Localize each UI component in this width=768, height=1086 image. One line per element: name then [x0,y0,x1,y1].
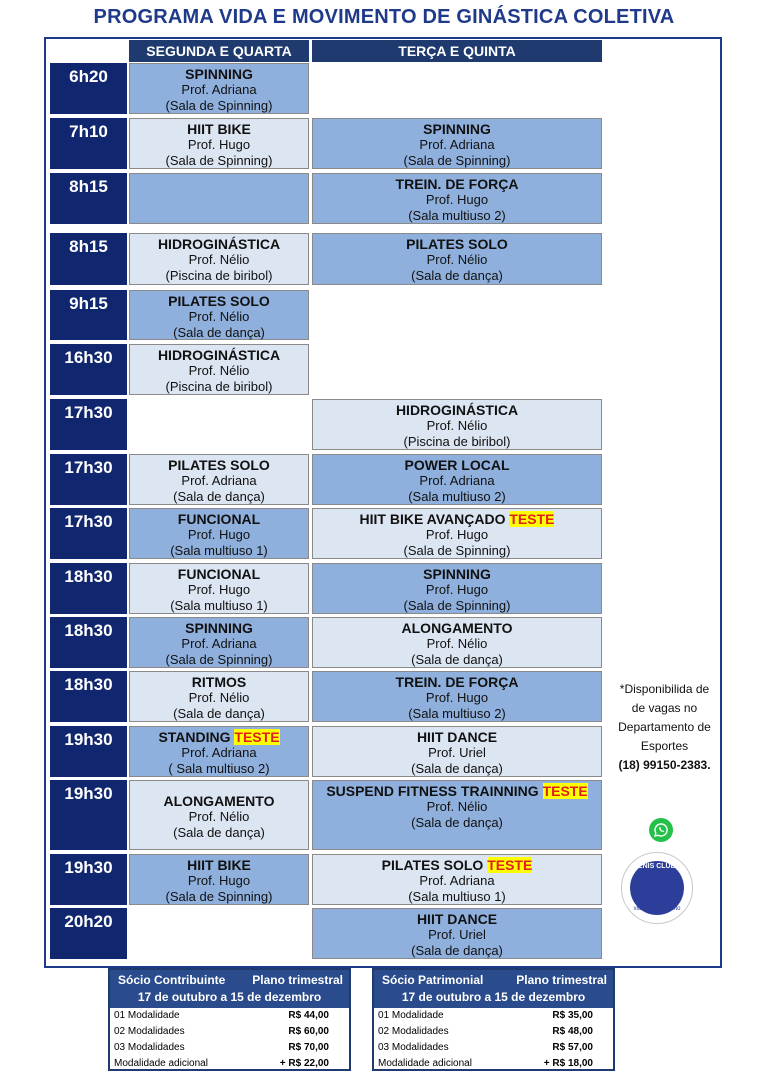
time-slot [50,344,127,395]
instructor: Prof. Adriana [181,745,257,760]
test-badge: TESTE [542,783,588,799]
whatsapp-icon [649,818,673,842]
class-name-text: RITMOS [191,674,247,690]
class-cell-tuesday-thursday [312,671,602,722]
time-slot [50,563,127,614]
class-name [313,402,601,418]
class-name [130,511,308,527]
room: (Sala de Spinning) [165,153,273,168]
class-name [313,566,601,582]
class-cell-monday-wednesday [129,671,309,722]
time-slot [50,118,127,169]
class-name-text: SPINNING [185,66,253,82]
price-label: Modalidade adicional [114,1058,208,1069]
class-name-text: TREIN. DE FORÇA [395,176,519,192]
instructor: Prof. Adriana [181,636,257,651]
price-value: + R$ 22,00 [279,1058,329,1069]
class-cell-tuesday-thursday [312,726,602,777]
instructor: Prof. Uriel [428,927,486,942]
class-name [313,620,601,636]
class-name [130,66,308,82]
instructor: Prof. Hugo [425,582,489,597]
time-slot [50,780,127,850]
page-title: PROGRAMA VIDA E MOVIMENTO DE GINÁSTICA COLETIVA [93,6,675,28]
class-cell-tuesday-thursday [312,617,602,668]
room: (Sala de dança) [411,268,503,283]
class-name-text: SPINNING [185,620,253,636]
time-slot [50,726,127,777]
class-name-text: HIDROGINÁSTICA [157,347,281,363]
class-name-text: HIDROGINÁSTICA [157,236,281,252]
class-cell-monday-wednesday [129,233,309,285]
instructor: Prof. Hugo [187,137,251,152]
room: (Sala multiuso 1) [170,598,268,613]
class-cell-monday-wednesday [129,63,309,114]
class-cell-monday-wednesday [129,780,309,850]
class-cell-monday-wednesday [129,508,309,559]
price-value: R$ 35,00 [552,1010,593,1021]
time-slot [50,290,127,340]
time-label: 19h30 [64,730,113,749]
pricing-table [372,968,615,1071]
class-cell-tuesday-thursday [312,780,602,850]
price-value: R$ 60,00 [288,1026,329,1037]
instructor: Prof. Hugo [187,582,251,597]
class-name [313,511,601,527]
room: ( Sala multiuso 2) [168,761,270,776]
time-label: 19h30 [64,858,113,877]
class-cell-tuesday-thursday [312,563,602,614]
instructor: Prof. Nélio [188,309,250,324]
time-slot [50,671,127,722]
price-row [110,1008,349,1024]
vacancy-note [612,680,717,775]
class-cell-tuesday-thursday [312,399,602,450]
class-name-text: SPINNING [423,121,491,137]
instructor: Prof. Uriel [428,745,486,760]
plan-name: Plano trimestral [516,973,607,987]
class-cell-monday-wednesday [129,290,309,340]
instructor: Prof. Hugo [187,873,251,888]
class-name [130,566,308,582]
room: (Sala de dança) [173,825,265,840]
price-label: 02 Modalidades [114,1026,185,1037]
instructor: Prof. Nélio [426,418,488,433]
class-name [313,911,601,927]
class-name-text: PILATES SOLO [168,457,270,473]
time-label: 8h15 [69,237,108,256]
room: (Sala multiuso 2) [408,706,506,721]
instructor: Prof. Hugo [425,527,489,542]
pricing-header [110,970,349,1008]
time-label: 7h10 [69,122,108,141]
instructor: Prof. Adriana [419,873,495,888]
time-label: 17h30 [64,458,113,477]
time-slot [50,617,127,668]
instructor: Prof. Nélio [188,363,250,378]
time-slot [50,508,127,559]
price-row [110,1040,349,1056]
class-cell-tuesday-thursday [312,173,602,224]
time-slot [50,233,127,285]
room: (Piscina de biribol) [165,379,273,394]
plan-name: Plano trimestral [252,973,343,987]
pricing-table [108,968,351,1071]
class-name-text: SPINNING [423,566,491,582]
room: (Sala de Spinning) [403,598,511,613]
time-label: 6h20 [69,67,108,86]
member-type: Sócio Contribuinte [118,973,226,987]
class-cell-monday-wednesday [129,617,309,668]
class-name [313,674,601,690]
room: (Sala de dança) [173,489,265,504]
price-value: R$ 57,00 [552,1042,593,1053]
room: (Sala de dança) [411,943,503,958]
time-slot [50,908,127,959]
price-label: 03 Modalidades [378,1042,449,1053]
time-label: 19h30 [64,784,113,803]
class-name [130,293,308,309]
time-label: 20h20 [64,912,113,931]
club-logo-motto: vida e movimento [633,906,681,912]
class-cell-monday-wednesday [129,854,309,905]
class-cell-monday-wednesday [129,173,309,224]
time-label: 17h30 [64,512,113,531]
room: (Sala de dança) [411,652,503,667]
pricing-header [374,970,613,1008]
class-name-text: HIDROGINÁSTICA [395,402,519,418]
time-slot [50,63,127,114]
room: (Sala de Spinning) [165,98,273,113]
class-cell-monday-wednesday [129,454,309,505]
class-name [130,674,308,690]
class-cell-tuesday-thursday [312,854,602,905]
time-label: 8h15 [69,177,108,196]
class-name [130,620,308,636]
room: (Sala de dança) [411,761,503,776]
instructor: Prof. Nélio [426,252,488,267]
header-terca-quinta: TERÇA E QUINTA [312,40,602,62]
instructor: Prof. Hugo [425,690,489,705]
price-row [374,1008,613,1024]
class-name [313,857,601,873]
price-row [374,1040,613,1056]
pricing-header-row [110,970,349,987]
class-name [313,176,601,192]
price-row [374,1024,613,1040]
price-label: 03 Modalidades [114,1042,185,1053]
class-name [313,729,601,745]
class-name [130,729,308,745]
class-cell-monday-wednesday [129,563,309,614]
instructor: Prof. Adriana [419,137,495,152]
class-cell-tuesday-thursday [312,118,602,169]
class-name-text: HIIT BIKE AVANÇADO [359,511,506,527]
price-row [110,1056,349,1072]
club-logo [621,852,693,924]
class-cell-tuesday-thursday [312,454,602,505]
price-label: 02 Modalidades [378,1026,449,1037]
time-label: 18h30 [64,567,113,586]
room: (Sala multiuso 1) [408,889,506,904]
class-name [130,236,308,252]
room: (Sala de Spinning) [165,652,273,667]
instructor: Prof. Nélio [426,636,488,651]
class-name [313,236,601,252]
phone-number: (18) 99150-2383. [618,758,711,772]
plan-period: 17 de outubro a 15 de dezembro [137,990,322,1004]
time-label: 9h15 [69,294,108,313]
class-name-text: SUSPEND FITNESS TRAINNING [326,783,539,799]
instructor: Prof. Nélio [426,799,488,814]
class-name-text: STANDING [158,729,231,745]
instructor: Prof. Hugo [187,527,251,542]
time-label: 18h30 [64,675,113,694]
class-name [313,457,601,473]
instructor: Prof. Adriana [419,473,495,488]
class-name [130,347,308,363]
plan-period: 17 de outubro a 15 de dezembro [401,990,586,1004]
price-row [110,1024,349,1040]
instructor: Prof. Adriana [181,473,257,488]
pricing-header-row [374,970,613,987]
class-name [313,783,601,799]
room: (Sala de dança) [173,706,265,721]
class-cell-monday-wednesday [129,344,309,395]
class-name-text: HIIT DANCE [416,911,498,927]
member-type: Sócio Patrimonial [382,973,484,987]
class-name-text: TREIN. DE FORÇA [395,674,519,690]
test-badge: TESTE [487,857,533,873]
class-name-text: HIIT BIKE [187,121,251,137]
test-badge: TESTE [234,729,280,745]
room: (Sala de Spinning) [403,153,511,168]
test-badge: TESTE [509,511,555,527]
time-slot [50,854,127,905]
time-label: 18h30 [64,621,113,640]
class-name [313,121,601,137]
class-name-text: FUNCIONAL [177,511,261,527]
vacancy-note-text: *Disponibilida de de vagas no Departamento de Esportes [618,682,711,753]
club-logo-name: TÊNIS CLUBE [633,863,681,870]
price-label: 01 Modalidade [114,1010,180,1021]
room: (Sala de Spinning) [165,889,273,904]
class-name-text: ALONGAMENTO [163,793,275,809]
price-value: R$ 44,00 [288,1010,329,1021]
time-label: 17h30 [64,403,113,422]
class-name-text: PILATES SOLO [168,293,270,309]
instructor: Prof. Nélio [188,252,250,267]
class-cell-tuesday-thursday [312,908,602,959]
time-slot [50,399,127,450]
time-slot [50,173,127,224]
class-name [130,121,308,137]
room: (Sala de dança) [173,325,265,340]
class-name-text: HIIT DANCE [416,729,498,745]
class-name-text: FUNCIONAL [177,566,261,582]
price-row [374,1056,613,1072]
class-cell-tuesday-thursday [312,233,602,285]
price-label: 01 Modalidade [378,1010,444,1021]
class-name-text: POWER LOCAL [404,457,510,473]
room: (Sala multiuso 1) [170,543,268,558]
room: (Piscina de biribol) [403,434,511,449]
class-cell-tuesday-thursday [312,508,602,559]
instructor: Prof. Nélio [188,690,250,705]
price-value: + R$ 18,00 [543,1058,593,1069]
class-name [130,793,308,809]
class-name-text: PILATES SOLO [406,236,508,252]
class-cell-monday-wednesday [129,118,309,169]
room: (Piscina de biribol) [165,268,273,283]
instructor: Prof. Hugo [425,192,489,207]
price-label: Modalidade adicional [378,1058,472,1069]
price-value: R$ 48,00 [552,1026,593,1037]
class-name-text: PILATES SOLO [381,857,484,873]
class-name-text: HIIT BIKE [187,857,251,873]
header-segunda-quarta: SEGUNDA E QUARTA [129,40,309,62]
room: (Sala de Spinning) [403,543,511,558]
time-slot [50,454,127,505]
class-name [130,457,308,473]
class-name-text: ALONGAMENTO [401,620,513,636]
class-name [130,857,308,873]
class-cell-monday-wednesday [129,726,309,777]
room: (Sala multiuso 2) [408,489,506,504]
time-label: 16h30 [64,348,113,367]
room: (Sala multiuso 2) [408,208,506,223]
room: (Sala de dança) [411,815,503,830]
instructor: Prof. Nélio [188,809,250,824]
instructor: Prof. Adriana [181,82,257,97]
price-value: R$ 70,00 [288,1042,329,1053]
